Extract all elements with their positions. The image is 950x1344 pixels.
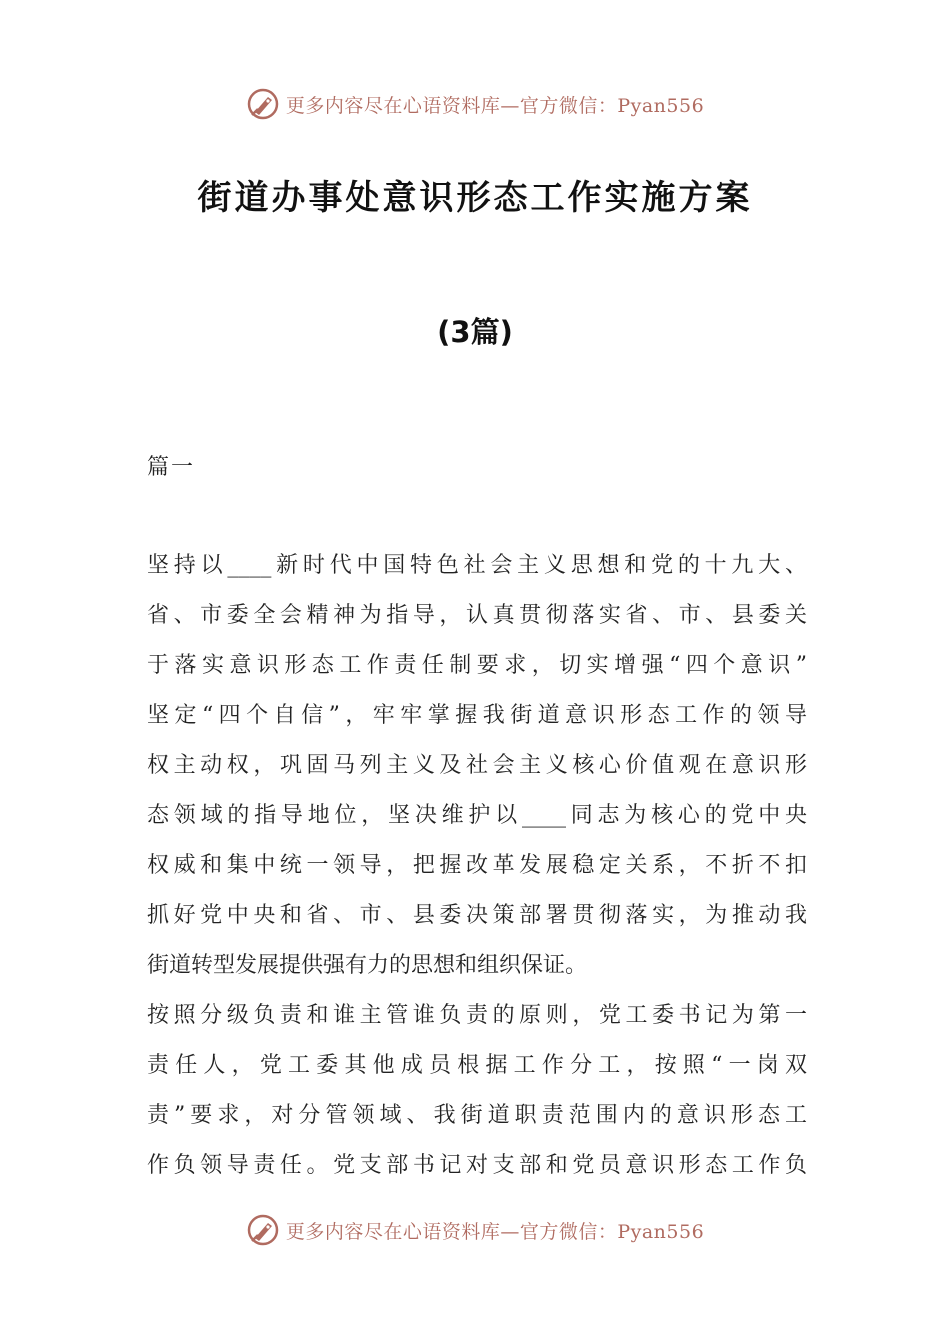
text-line: 作负领导责任。党支部书记对支部和党员意识形态工作负 — [147, 1153, 807, 1178]
pen-nib-logo-icon — [246, 87, 280, 121]
text-line: 权主动权，巩固马列主义及社会主义核心价值观在意识形 — [147, 753, 807, 778]
footer-banner-text: 更多内容尽在心语资料库—官方微信：Pyan556 — [285, 1220, 705, 1243]
page-title: 街道办事处意识形态工作实施方案 — [197, 178, 753, 218]
header-banner-text: 更多内容尽在心语资料库—官方微信：Pyan556 — [285, 94, 705, 117]
page-subtitle: (3篇) — [437, 315, 513, 349]
text-line: 街道转型发展提供强有力的思想和组织保证。 — [147, 953, 588, 978]
text-line: 责”要求，对分管领域、我街道职责范围内的意识形态工 — [147, 1103, 807, 1128]
header-banner — [0, 84, 950, 124]
text-line: 责任人，党工委其他成员根据工作分工，按照“一岗双 — [147, 1053, 807, 1078]
text-line: 于落实意识形态工作责任制要求，切实增强“四个意识” — [147, 653, 807, 678]
pen-nib-logo-icon — [246, 1213, 280, 1247]
footer-banner — [0, 1210, 950, 1250]
text-line: 按照分级负责和谁主管谁负责的原则，党工委书记为第一 — [147, 1003, 807, 1028]
text-line: 省、市委全会精神为指导，认真贯彻落实省、市、县委关 — [147, 603, 807, 628]
text-line: 坚定“四个自信”，牢牢掌握我街道意识形态工作的领导 — [147, 703, 807, 728]
section-heading: 篇一 — [147, 455, 196, 480]
body-text — [147, 541, 807, 1191]
text-line: 抓好党中央和省、市、县委决策部署贯彻落实，为推动我 — [147, 903, 807, 928]
text-line: 权威和集中统一领导，把握改革发展稳定关系，不折不扣 — [147, 853, 807, 878]
text-line: 坚持以____新时代中国特色社会主义思想和党的十九大、 — [147, 553, 807, 578]
text-line: 态领域的指导地位，坚决维护以____同志为核心的党中央 — [147, 803, 807, 828]
